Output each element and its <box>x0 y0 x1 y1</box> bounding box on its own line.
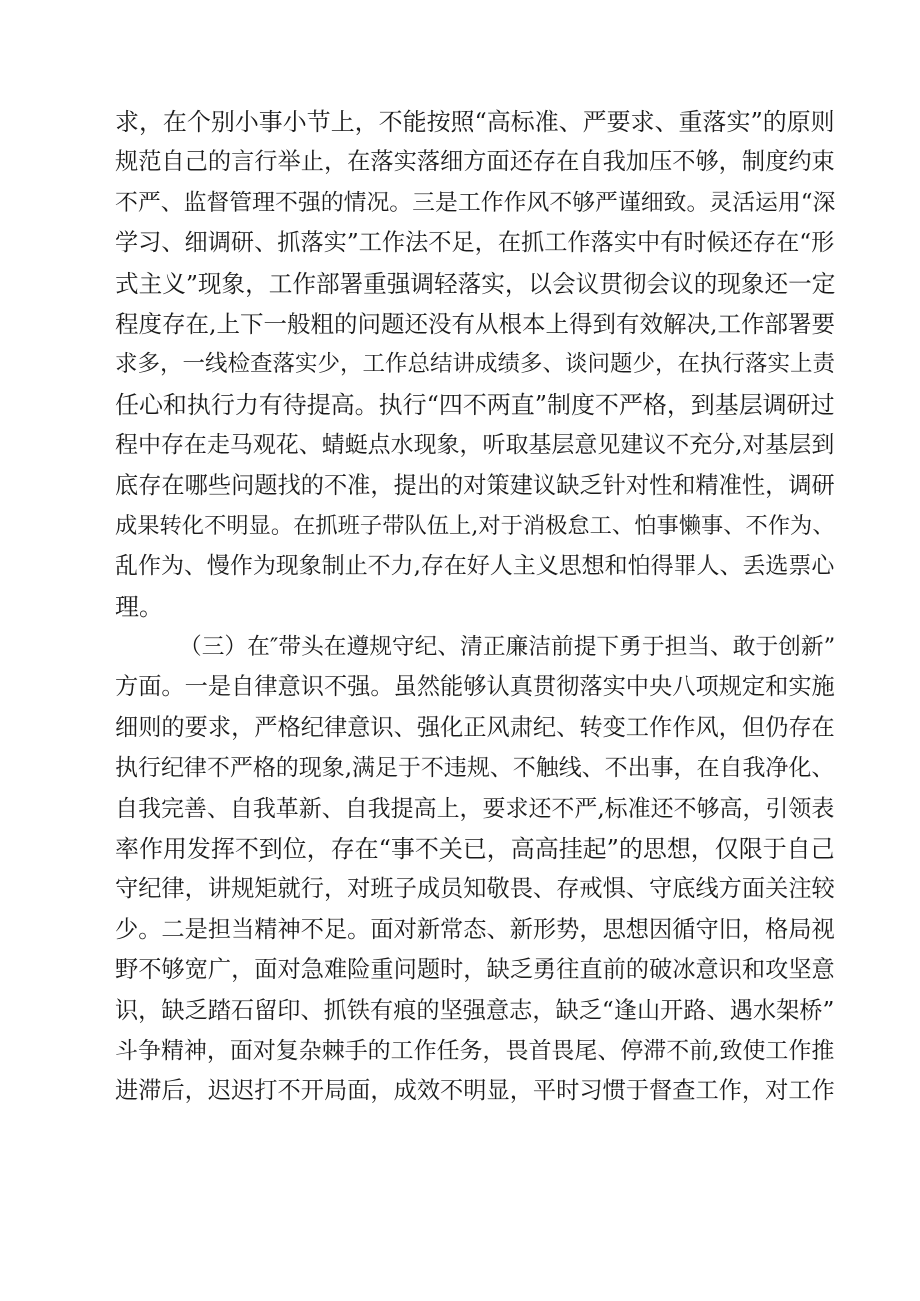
text-line: 求多，一线检查落实少，工作总结讲成绩多、谈问题少，在执行落实上责 <box>115 351 835 378</box>
text-line: 任心和执行力有待提高。执行“四不两直”制度不严格，到基层调研过 <box>115 390 835 419</box>
text-line: 少。二是担当精神不足。面对新常态、新形势，思想因循守旧，格局视 <box>115 915 835 943</box>
text-line: 进滞后，迟迟打不开局面，成效不明显，平时习惯于督查工作，对工作 <box>115 1077 835 1105</box>
text-line: 率作用发挥不到位，存在“事不关已，高高挂起”的思想，仅限于自己 <box>115 835 835 864</box>
paragraph <box>115 102 835 627</box>
text-line: 规范自己的言行举止，在落实落细方面还存在自我加压不够，制度约束 <box>115 148 835 176</box>
text-line: 守纪律，讲规矩就行，对班子成员知敬畏、存戒惧、守底线方面关注较 <box>115 875 835 903</box>
text-line: 式主义”现象，工作部署重强调轻落实，以会议贯彻会议的现象还一定 <box>115 269 835 298</box>
text-line: 识，缺乏踏石留印、抓铁有痕的坚强意志，缺乏“逢山开路、遇水架桥” <box>115 996 835 1024</box>
text-line: 斗争精神，面对复杂棘手的工作任务，畏首畏尾、停滞不前,致使工作推 <box>115 1037 835 1064</box>
text-line: 不严、监督管理不强的情况。三是工作作风不够严谨细致。灵活运用“深 <box>115 189 835 216</box>
text-line: 执行纪律不严格的现象,满足于不违规、不触线、不出事，在自我净化、 <box>115 755 835 782</box>
text-line: 细则的要求，严格纪律意识、强化正风肃纪、转变工作作风，但仍存在 <box>115 713 835 741</box>
text-line: 程中存在走马观花、蜻蜓点水现象，听取基层意见建议不充分,对基层到 <box>115 432 835 459</box>
paragraph <box>115 627 835 1112</box>
text-line: 程度存在,上下一般粗的问题还没有从根本上得到有效解决,工作部署要 <box>115 309 835 338</box>
text-line: （三）在″带头在遵规守纪、清正廉洁前提下勇于担当、敢于创新” <box>179 634 835 661</box>
text-line: 底存在哪些问题找的不准，提出的对策建议缺乏针对性和精准性，调研 <box>115 471 835 499</box>
document-body <box>115 102 835 1112</box>
text-line: 野不够宽广，面对急难险重问题时，缺乏勇往直前的破冰意识和攻坚意 <box>115 956 835 984</box>
text-line: 求，在个别小事小节上，不能按照“高标准、严要求、重落实”的原则 <box>115 108 835 136</box>
text-line: 方面。一是自律意识不强。虽然能够认真贯彻落实中央八项规定和实施 <box>115 673 835 701</box>
text-line: 乱作为、慢作为现象制止不力,存在好人主义思想和怕得罪人、丢选票心 <box>115 553 835 580</box>
text-line: 自我完善、自我革新、自我提高上，要求还不严,标准还不够高，引领表 <box>115 795 835 822</box>
text-line: 学习、细调研、抓落实”工作法不足，在抓工作落实中有时候还存在“形 <box>115 229 835 257</box>
text-line: 成果转化不明显。在抓班子带队伍上,对于消极怠工、怕事懒事、不作为、 <box>115 512 835 539</box>
text-line: 理。 <box>115 592 163 621</box>
